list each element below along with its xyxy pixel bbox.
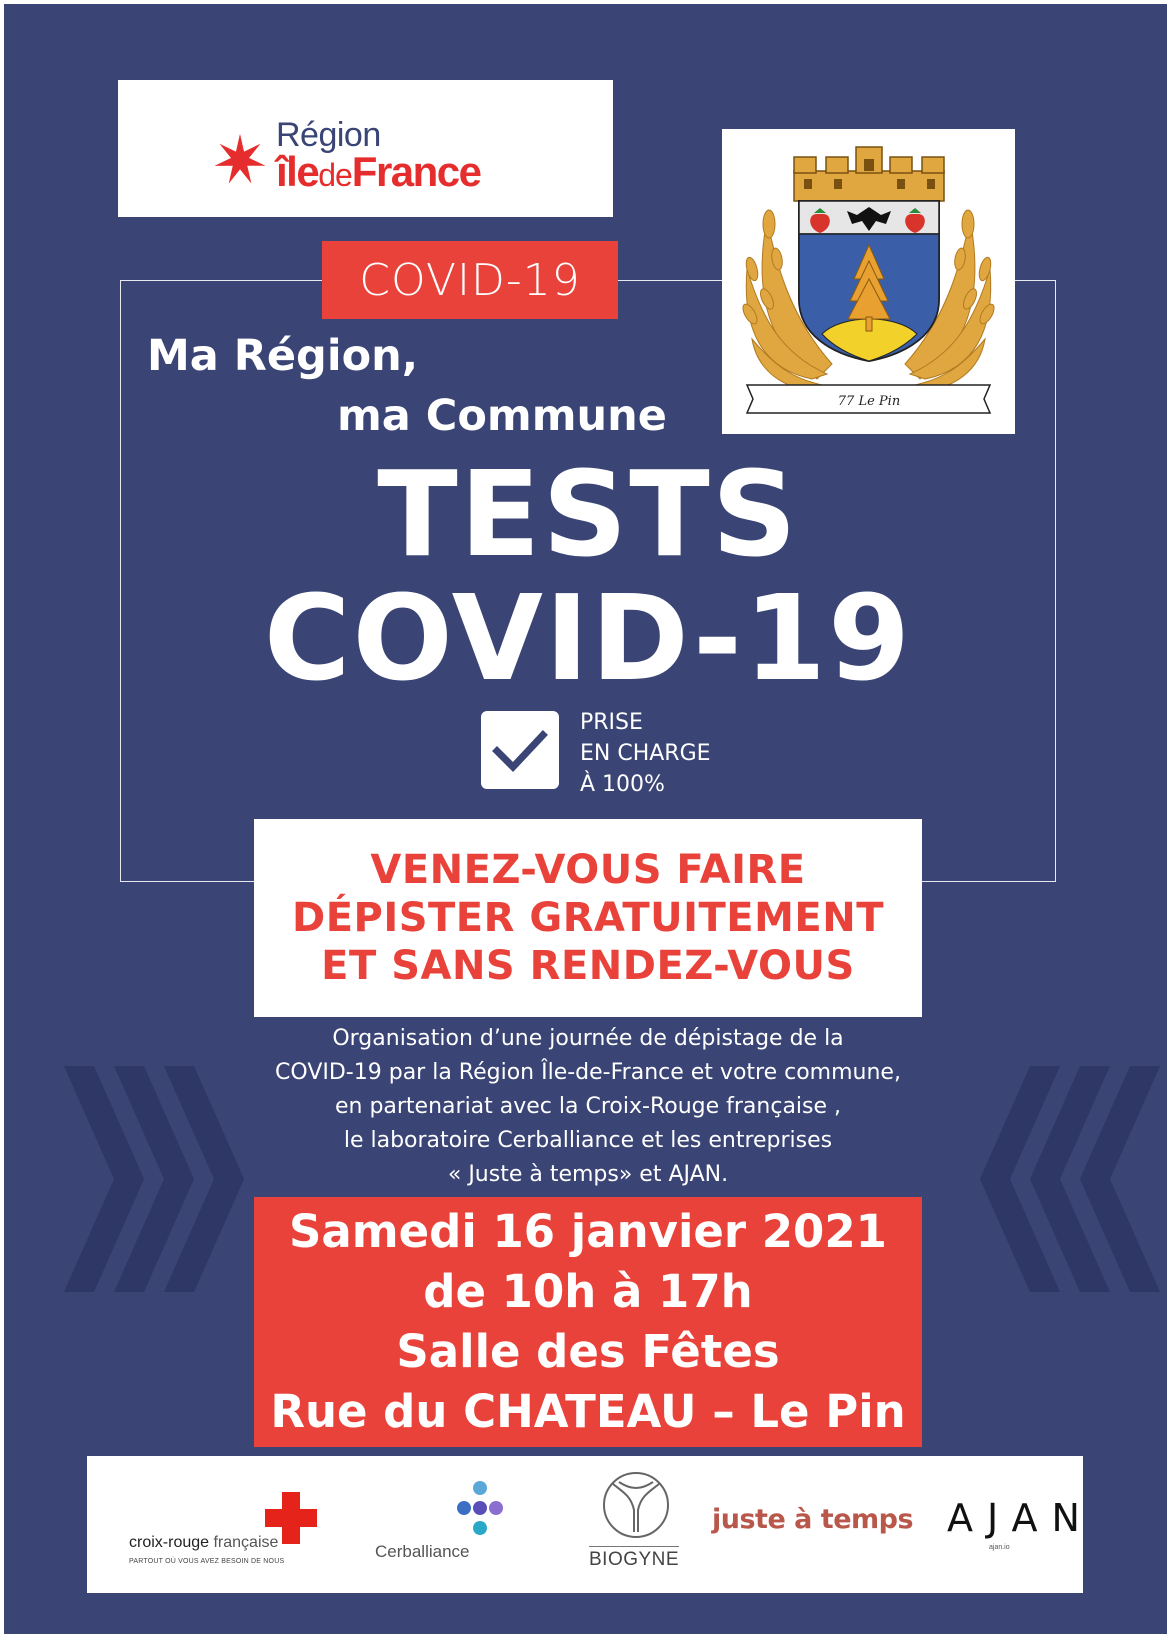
main-title xyxy=(120,445,1056,707)
biogyne-emblem-icon xyxy=(601,1470,671,1540)
description-line4: le laboratoire Cerballiance et les entreprises xyxy=(343,1128,833,1153)
poster xyxy=(4,4,1167,1634)
event-date: Samedi 16 janvier 2021 xyxy=(289,1205,887,1258)
description-line1: Organisation d’une journée de dépistage de la xyxy=(332,1026,844,1051)
croix-rouge-name xyxy=(129,1534,278,1552)
description-line3: en partenariat avec la Croix-Rouge française , xyxy=(334,1094,842,1119)
cta-line2: DÉPISTER GRATUITEMENT xyxy=(291,895,884,941)
ajan-logo xyxy=(947,1496,1094,1556)
region-logo xyxy=(118,80,613,217)
coverage-line2: EN CHARGE xyxy=(580,741,711,766)
cta-line1: VENEZ-VOUS FAIRE xyxy=(370,847,806,893)
region-name-line1: Région xyxy=(276,116,381,154)
cta-line3: ET SANS RENDEZ-VOUS xyxy=(321,943,855,989)
description xyxy=(154,1022,1022,1192)
event-address: Rue du CHATEAU – Le Pin xyxy=(270,1385,906,1438)
chevrons-left-icon xyxy=(64,1066,264,1292)
coat-of-arms-icon xyxy=(722,129,1015,434)
event-hours: de 10h à 17h xyxy=(423,1265,753,1318)
croix-rouge-name-a: croix-rouge xyxy=(129,1534,210,1551)
region-de: de xyxy=(318,157,352,193)
croix-rouge-tagline: PARTOUT OÙ VOUS AVEZ BESOIN DE NOUS xyxy=(129,1558,285,1565)
biogyne-name: BIOGYNE xyxy=(589,1546,679,1571)
subtitle-line1: Ma Région, xyxy=(147,331,419,381)
region-france: France xyxy=(351,148,481,195)
coat-motto: 77 Le Pin xyxy=(837,394,901,409)
coverage-text xyxy=(580,707,711,800)
croix-rouge-logo xyxy=(107,1486,337,1566)
chevrons-right-icon xyxy=(960,1066,1160,1292)
covid-tag: COVID-19 xyxy=(322,241,618,319)
cerballiance-logo xyxy=(370,1476,520,1576)
coat-of-arms xyxy=(722,129,1015,434)
coverage-line3: À 100% xyxy=(580,772,665,797)
cerballiance-name: Cerballiance xyxy=(375,1542,470,1561)
subtitle-line2: ma Commune xyxy=(337,391,667,441)
coverage-line1: PRISE xyxy=(580,710,643,735)
title-line1: TESTS xyxy=(377,445,799,583)
biogyne-logo xyxy=(584,1470,694,1580)
title-line2: COVID-19 xyxy=(263,569,913,707)
ajan-name: AJAN xyxy=(947,1496,1094,1540)
description-line5: « Juste à temps» et AJAN. xyxy=(447,1162,729,1187)
subtitle xyxy=(147,326,667,446)
checkmark-icon xyxy=(481,711,559,789)
description-line2: COVID-19 par la Région Île-de-France et votre commune, xyxy=(275,1060,901,1085)
event-venue: Salle des Fêtes xyxy=(396,1325,780,1378)
call-to-action xyxy=(254,819,922,1017)
croix-rouge-name-b: française xyxy=(209,1534,279,1551)
ajan-url: ajan.io xyxy=(989,1544,1010,1551)
region-name-line2 xyxy=(276,148,481,196)
region-star-icon xyxy=(212,132,268,188)
region-ile: île xyxy=(276,148,319,195)
cerballiance-dots-icon xyxy=(448,1480,512,1542)
juste-a-temps-logo: juste à temps xyxy=(712,1504,914,1535)
event-details xyxy=(254,1197,922,1447)
partners-bar xyxy=(87,1456,1094,1593)
